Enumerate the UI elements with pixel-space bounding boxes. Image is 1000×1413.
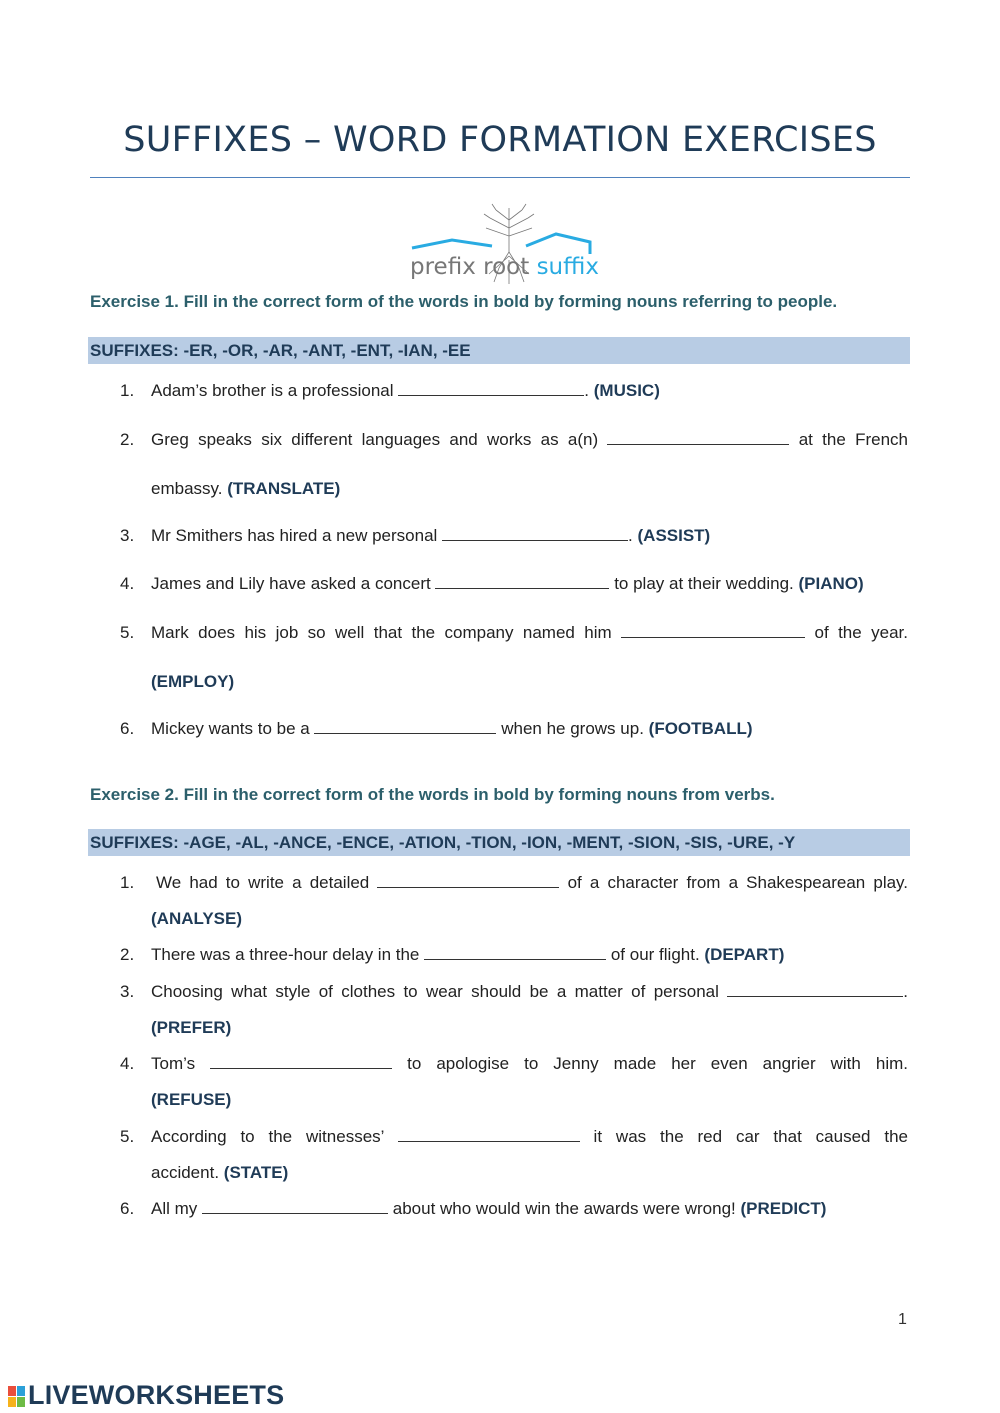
answer-blank[interactable] [435,574,609,589]
item-number: 1. [120,381,135,400]
list-item: 1. We had to write a detailed of a character from a Shakespearean play. (ANALYSE) [120,873,909,928]
answer-blank[interactable] [424,945,606,960]
exercise1-heading: Exercise 1. Fill in the correct form of the words in bold by forming nouns referring to people. [90,292,838,311]
list-item: 2. Greg speaks six different languages and works as a(n) at the French embassy. (TRANSLATE) [120,430,908,498]
item-number: 3. [120,982,135,1001]
answer-blank[interactable] [314,719,496,734]
keyword: (PREDICT) [740,1199,827,1218]
page-number: 1 [898,1311,907,1328]
keyword: (PIANO) [798,574,864,593]
keyword: (ANALYSE) [151,909,242,928]
item-text: According to the witnesses’ [151,1127,384,1146]
item-text: Greg speaks six different languages and works as a(n) [151,430,599,449]
item-text: Adam’s brother is a professional [151,381,394,400]
answer-blank[interactable] [398,1127,580,1142]
list-item: 2. There was a three-hour delay in the of our flight. (DEPART) [120,945,785,964]
answer-blank[interactable] [607,430,789,445]
keyword: (EMPLOY) [151,672,235,691]
keyword: (FOOTBALL) [648,719,753,738]
item-text: All my [151,1199,198,1218]
exercise2-heading: Exercise 2. Fill in the correct form of the words in bold by forming nouns from verbs. [90,785,775,804]
item-number: 6. [120,1199,135,1218]
item-number: 2. [120,430,135,449]
page-title: SUFFIXES – WORD FORMATION EXERCISES [123,120,877,160]
item-text: Mr Smithers has hired a new personal [151,526,438,545]
item-number: 6. [120,719,135,738]
title-divider [90,177,910,178]
item-number: 4. [120,574,135,593]
item-text: Choosing what style of clothes to wear should be a matter of personal [151,982,719,1001]
item-text: James and Lily have asked a concert [151,574,431,593]
item-text: Tom’s [151,1054,196,1073]
exercise1-suffix-bar: SUFFIXES: -ER, -OR, -AR, -ANT, -ENT, -IAN, -EE [88,337,910,364]
item-number: 1. [120,873,135,892]
answer-blank[interactable] [621,623,805,638]
list-item: 3. Mr Smithers has hired a new personal . (ASSIST) [120,526,711,545]
list-item: 5. According to the witnesses’ it was the red car that caused the accident. (STATE) [120,1127,908,1182]
keyword: (ASSIST) [637,526,711,545]
answer-blank[interactable] [202,1199,388,1214]
prefix-root-suffix-logo [404,200,614,288]
item-text: There was a three-hour delay in the [151,945,420,964]
brand-name: LIVEWORKSHEETS [28,1380,285,1410]
item-text: We had to write a detailed [156,873,370,892]
keyword: (PREFER) [151,1018,232,1037]
exercise2-suffix-bar: SUFFIXES: -AGE, -AL, -ANCE, -ENCE, -ATION, -TION, -ION, -MENT, -SION, -SIS, -URE, -Y [88,829,910,856]
logo-text: prefix root suffix [410,254,599,280]
answer-blank[interactable] [377,873,559,888]
item-number: 4. [120,1054,135,1073]
keyword: (DEPART) [704,945,785,964]
answer-blank[interactable] [210,1054,392,1069]
item-number: 3. [120,526,135,545]
keyword: (TRANSLATE) [227,479,341,498]
item-text: Mickey wants to be a [151,719,310,738]
item-number: 2. [120,945,135,964]
list-item: 6. All my about who would win the awards were wrong! (PREDICT) [120,1199,827,1218]
keyword: (REFUSE) [151,1090,232,1109]
item-number: 5. [120,1127,135,1146]
list-item: 4. Tom’s to apologise to Jenny made her even angrier with him. (REFUSE) [120,1054,908,1109]
list-item: 6. Mickey wants to be a when he grows up. (FOOTBALL) [120,719,753,738]
keyword: (STATE) [223,1163,289,1182]
list-item: 5. Mark does his job so well that the company named him of the year. (EMPLOY) [120,623,908,691]
liveworksheets-icon [8,1386,26,1408]
answer-blank[interactable] [727,982,903,997]
list-item: 3. Choosing what style of clothes to wear should be a matter of personal . (PREFER) [120,982,908,1037]
item-number: 5. [120,623,135,642]
list-item: 4. James and Lily have asked a concert to play at their wedding. (PIANO) [120,574,864,593]
answer-blank[interactable] [442,526,628,541]
item-text: Mark does his job so well that the company named him [151,623,612,642]
answer-blank[interactable] [398,381,584,396]
keyword: (MUSIC) [593,381,660,400]
list-item: 1. Adam’s brother is a professional . (MUSIC) [120,381,660,400]
